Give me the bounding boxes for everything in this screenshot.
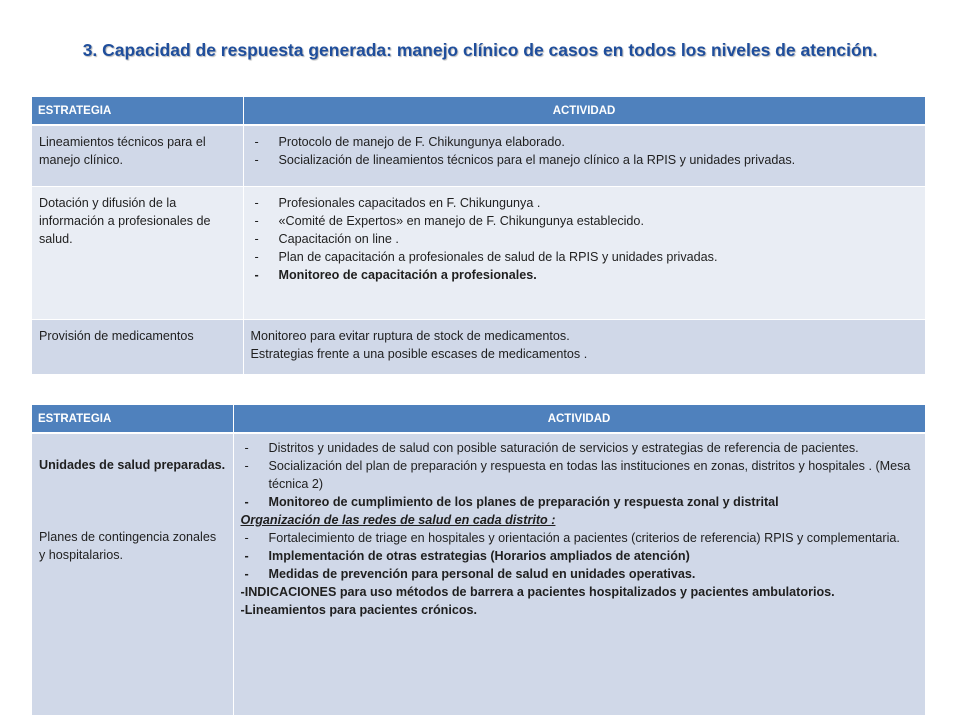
list-item: - Protocolo de manejo de F. Chikungunya elaborado. — [251, 133, 918, 151]
list-item: - Capacitación on line . — [251, 230, 918, 248]
strategy-planes: Planes de contingencia zonales y hospitalarios. — [39, 530, 217, 562]
activity-cell — [243, 186, 925, 319]
table-header-row — [32, 405, 925, 433]
list-item: - Distritos y unidades de salud con posible saturación de servicios y estrategias de referencia de pacientes. — [241, 439, 918, 457]
list-item: - Socialización de lineamientos técnicos para el manejo clínico a la RPIS y unidades privadas. — [251, 151, 918, 169]
list-item: - Socialización del plan de preparación y respuesta en todas las instituciones en zonas, distritos y hospitales . (Mesa técnica 2) — [241, 457, 918, 493]
list-item: - Medidas de prevención para personal de salud en unidades operativas. — [241, 565, 918, 583]
cronicos-line: -Lineamientos para pacientes crónicos. — [240, 603, 478, 617]
indicaciones-line: -INDICACIONES para uso métodos de barrera a pacientes hospitalizados y pacientes ambulatorios. — [240, 585, 835, 599]
activity-cell — [243, 125, 925, 186]
list-item: - Plan de capacitación a profesionales de salud de la RPIS y unidades privadas. — [251, 248, 918, 266]
slide-title: 3. Capacidad de respuesta generada: manejo clínico de casos en todos los niveles de atención. — [82, 40, 878, 60]
table-row — [32, 125, 925, 186]
activity-line: Estrategias frente a una posible escases de medicamentos . — [250, 346, 588, 361]
table-row — [32, 433, 925, 715]
list-item: - «Comité de Expertos» en manejo de F. Chikungunya establecido. — [251, 212, 918, 230]
subheading: Organización de las redes de salud en cada distrito : — [240, 513, 556, 527]
table-header-row — [32, 97, 925, 125]
header-estrategia: ESTRATEGIA — [32, 97, 243, 125]
strategy-table-1 — [32, 97, 926, 375]
strategy-cell: Dotación y difusión de la información a profesionales de salud. — [32, 186, 243, 319]
list-item: - Monitoreo de capacitación a profesionales. — [251, 266, 918, 284]
list-item: - Fortalecimiento de triage en hospitales y orientación a pacientes (criterios de referencia) RPIS y complementaria. — [241, 529, 918, 547]
activity-line: Monitoreo para evitar ruptura de stock de medicamentos. — [250, 328, 570, 343]
activity-cell — [243, 319, 925, 374]
activity-cell — [233, 433, 925, 715]
strategy-cell — [32, 433, 233, 715]
list-item: - Implementación de otras estrategias (Horarios ampliados de atención) — [241, 547, 918, 565]
header-estrategia: ESTRATEGIA — [32, 405, 233, 433]
strategy-unidades: Unidades de salud preparadas. — [39, 458, 226, 472]
strategy-cell: Lineamientos técnicos para el manejo clínico. — [32, 125, 243, 186]
strategy-cell: Provisión de medicamentos — [32, 319, 243, 374]
list-item: - Profesionales capacitados en F. Chikungunya . — [251, 194, 918, 212]
list-item: - Monitoreo de cumplimiento de los planes de preparación y respuesta zonal y distrital — [241, 493, 918, 511]
table-row — [32, 186, 925, 319]
table-row — [32, 319, 925, 374]
strategy-table-2 — [32, 405, 926, 716]
header-actividad: ACTIVIDAD — [233, 405, 925, 433]
header-actividad: ACTIVIDAD — [243, 97, 925, 125]
